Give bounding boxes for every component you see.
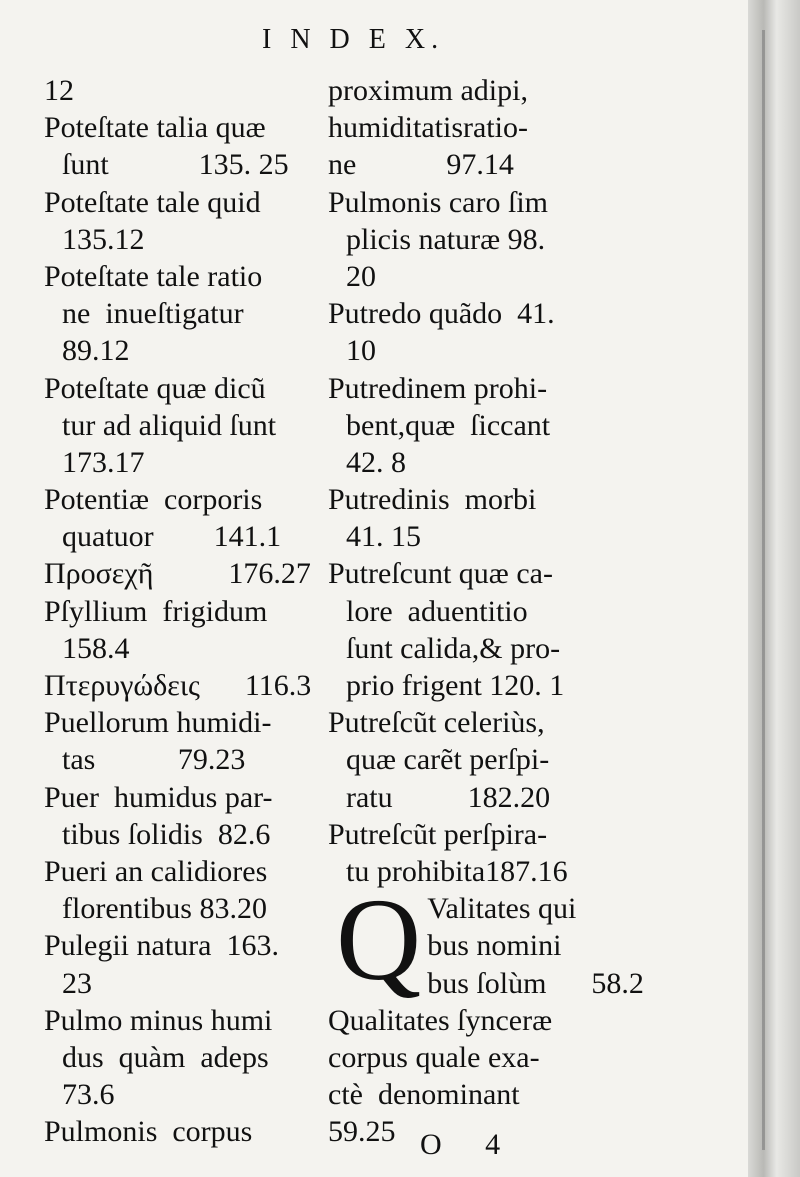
index-entry-line: Πτερυγώδεις 116.3	[44, 669, 312, 702]
index-entry	[44, 184, 324, 258]
index-entry	[328, 816, 608, 890]
index-entry-line: corpus quale exa-	[328, 1040, 540, 1074]
index-entry-line: bus nomini	[427, 929, 562, 963]
index-entry-line: Putreſcunt quæ ca-	[328, 557, 553, 591]
index-entry-line: Putreſcũt perſpira-	[328, 817, 548, 851]
index-entry-line: Pulmonis corpus	[44, 1115, 253, 1149]
index-entry	[328, 555, 608, 704]
index-entry	[44, 555, 324, 592]
index-entry	[328, 370, 608, 482]
index-entry-line: ne inueſtigatur	[62, 297, 244, 331]
index-entry	[44, 593, 324, 667]
index-entry-line: 158.4	[62, 631, 130, 665]
index-entry-line: Pueri an calidiores	[44, 854, 268, 888]
index-entry-line: quæ carẽt perſpi-	[346, 743, 550, 777]
index-entry-line: tibus ſolidis 82.6	[62, 817, 271, 851]
index-entry-line: dus quàm adeps	[62, 1040, 269, 1074]
index-entry-line: ſunt calida,& pro-	[346, 631, 561, 665]
index-entry-line: 10	[346, 334, 376, 368]
index-entry-line: proximum adipi,	[328, 74, 528, 107]
index-entry	[44, 109, 324, 183]
index-entry	[328, 72, 608, 184]
index-entry	[44, 1113, 324, 1150]
index-entry-line: Putreſcũt celeriùs,	[328, 706, 545, 740]
index-entry-line: Poteſtate tale ratio	[44, 259, 263, 293]
index-entry-line: Puellorum humidi-	[44, 706, 272, 740]
index-entry-line: prio frigent 120. 1	[346, 669, 565, 702]
index-entry-line: tur ad aliquid ſunt	[62, 408, 277, 442]
index-entry-line: 59.25	[328, 1115, 396, 1149]
index-entry	[44, 481, 324, 555]
index-entry-line: Putredinem prohi-	[328, 371, 548, 405]
page-header: I N D E X.	[262, 24, 445, 55]
index-entry-line: Poteſtate tale quid	[44, 185, 261, 219]
index-entry-line: ne 97.14	[328, 148, 514, 182]
index-entry-line: ctè denominant	[328, 1078, 520, 1112]
binding-shadow	[762, 30, 765, 1150]
index-entry-line: 41. 15	[346, 520, 421, 554]
index-entry-line: 42. 8	[346, 445, 406, 479]
index-entry-line: lore aduentitio	[346, 594, 528, 628]
index-entry-line: humiditatisratio-	[328, 111, 528, 145]
index-entry-line: bent,quæ ſiccant	[346, 408, 551, 442]
index-entry-line: tas 79.23	[62, 743, 246, 777]
index-entry-line: quatuor 141.1	[62, 520, 282, 554]
index-entry-line: Potentiæ corporis	[44, 483, 263, 517]
index-entry-line: 173.17	[62, 445, 145, 479]
index-entry	[328, 704, 608, 816]
index-entry	[44, 704, 324, 778]
book-gutter	[748, 0, 800, 1177]
index-entry-line: Putredo quãdo 41.	[328, 297, 555, 331]
index-entry-line: bus ſolùm 58.2	[427, 966, 644, 1000]
index-entry-line: Προσεχῆ 176.27	[44, 557, 311, 591]
index-entry-line: Pſyllium frigidum	[44, 594, 268, 628]
index-entry	[44, 370, 324, 482]
index-entry-line: 20	[346, 259, 376, 293]
index-entry-line: ſunt 135. 25	[62, 148, 289, 182]
index-entry	[44, 1002, 324, 1114]
index-entry-line: plicis naturæ 98.	[346, 222, 546, 256]
right-column	[328, 72, 644, 1150]
index-entry-line: tu prohibita187.16	[346, 854, 568, 888]
index-entry	[328, 184, 608, 296]
index-entry-line: Poteſtate talia quæ	[44, 111, 266, 145]
index-entry-line: 73.6	[62, 1078, 115, 1112]
index-entry	[44, 72, 324, 109]
index-entry	[44, 667, 324, 704]
index-entry-line: Pulmonis caro ſim	[328, 185, 548, 219]
index-entry-line: 89.12	[62, 334, 130, 368]
index-entry	[44, 779, 324, 853]
index-entry-line: Puer humidus par-	[44, 780, 273, 814]
left-column	[44, 72, 324, 1150]
index-entry-line: 135.12	[62, 222, 145, 256]
index-entry-line: 12	[44, 74, 74, 107]
index-entry-line: Pulegii natura 163.	[44, 929, 279, 963]
index-entry	[328, 295, 608, 369]
index-entry	[44, 258, 324, 370]
index-entry-line: Qualitates ſynceræ	[328, 1003, 553, 1037]
index-entry-line: florentibus 83.20	[62, 892, 267, 926]
index-entry	[328, 481, 608, 555]
index-entry-line: Valitates qui	[427, 892, 577, 926]
index-entry-initial	[328, 874, 644, 1006]
index-entry-line: 23	[62, 966, 92, 1000]
index-entry-line: Pulmo minus humi	[44, 1003, 273, 1037]
signature-mark: O 4	[420, 1128, 519, 1161]
index-entry-line: ratu 182.20	[346, 780, 551, 814]
index-entry-line: Poteſtate quæ dicũ	[44, 371, 266, 405]
drop-cap-q: Q	[336, 874, 422, 1006]
index-entry-line: Putredinis morbi	[328, 483, 537, 517]
index-entry	[44, 927, 324, 1001]
index-entry	[44, 853, 324, 927]
